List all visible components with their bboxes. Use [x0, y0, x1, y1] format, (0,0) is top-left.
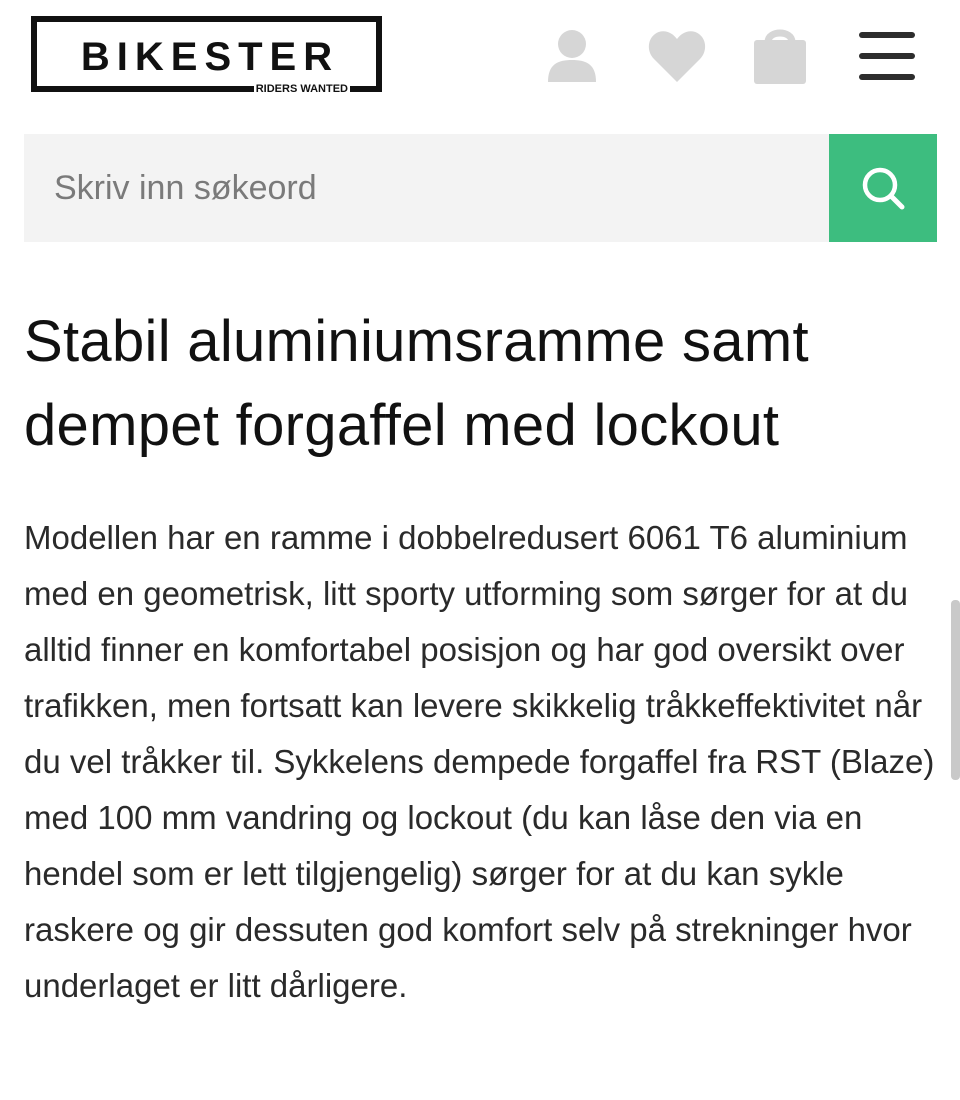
menu-icon[interactable] — [855, 24, 919, 88]
bag-icon[interactable] — [748, 24, 812, 88]
search-bar — [24, 134, 937, 242]
logo-wordmark: BIKESTER — [80, 35, 340, 79]
scrollbar[interactable] — [951, 600, 960, 780]
product-description: Modellen har en ramme i dobbelredusert 6061 T6 aluminium med en geometrisk, litt sporty utforming som sørger for at du alltid finner en komfortabel posisjon og har god oversikt over trafikken, men fortsatt kan levere skikkelig tråkkeffektivitet når du vel tråkker til. Sykkelens dempede forgaffel fra RST (Blaze) med 100 mm vandring og lockout (du kan låse den via en hendel som er lett tilgjengelig) sørger for at du kan sykle raskere og gir dessuten god komfort selv på strekninger hvor underlaget er litt dårligere. — [24, 519, 935, 1004]
section-headline: Stabil aluminiumsramme samt dempet forgaffel med lockout — [24, 309, 809, 458]
search-icon — [860, 165, 906, 211]
search-input[interactable] — [24, 134, 829, 242]
user-icon[interactable] — [540, 24, 604, 88]
search-button[interactable] — [829, 134, 937, 242]
site-header — [0, 0, 960, 120]
logo-tagline: RIDERS WANTED — [255, 83, 348, 95]
bikester-logo[interactable] — [31, 16, 382, 95]
heart-icon[interactable] — [645, 24, 709, 88]
